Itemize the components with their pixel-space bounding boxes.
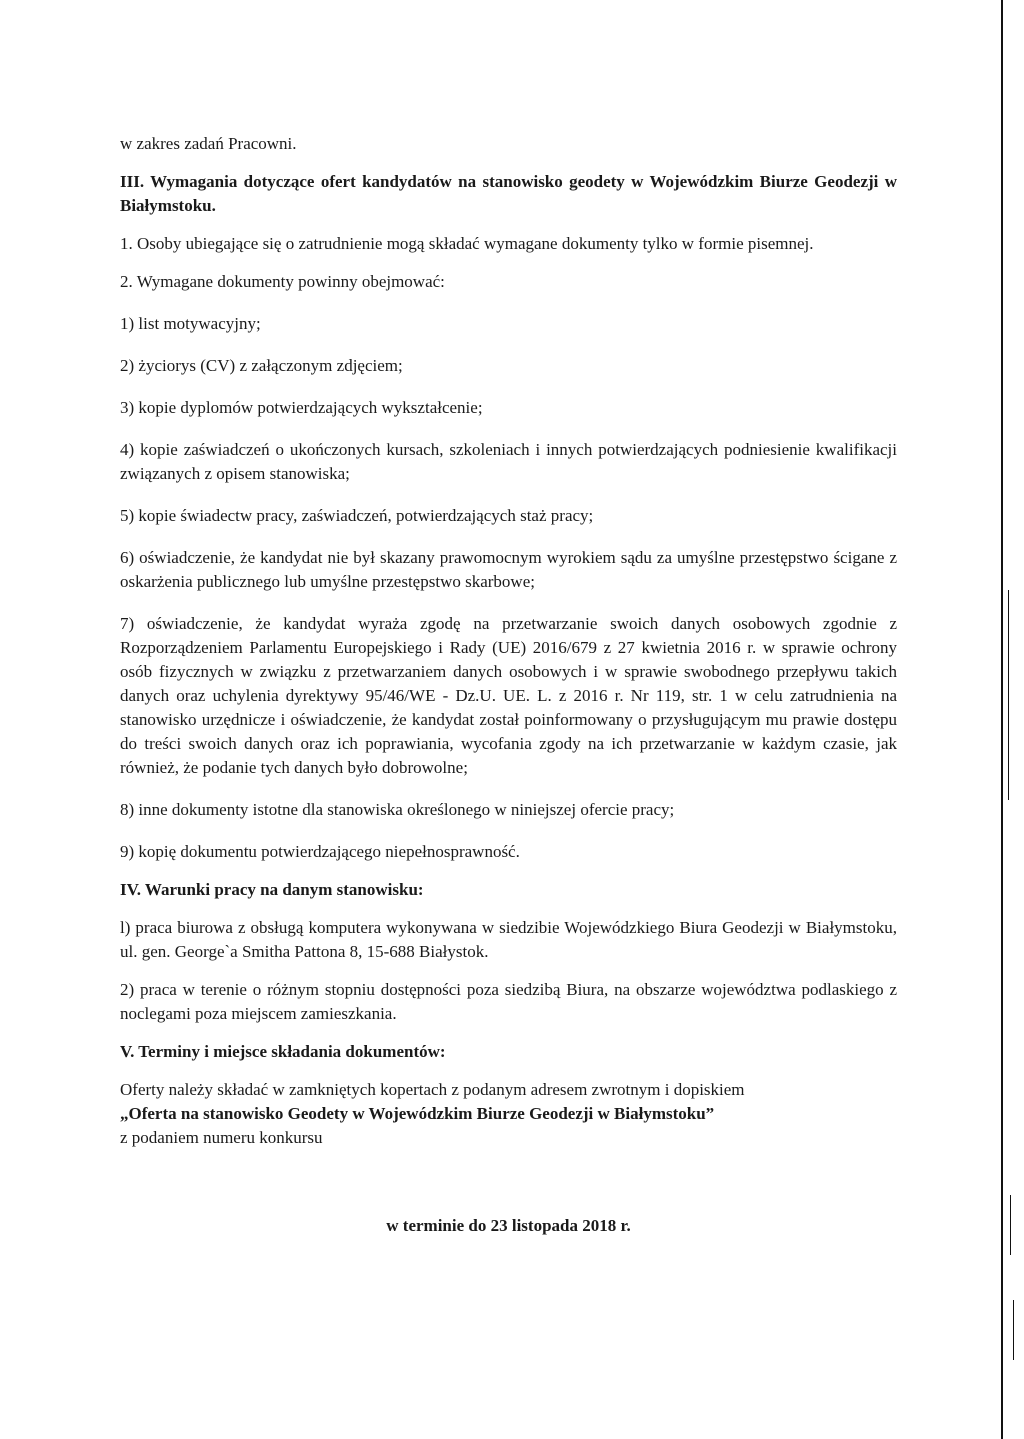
required-doc-item-8: 8) inne dokumenty istotne dla stanowiska określonego w niniejszej ofercie pracy;	[120, 800, 675, 819]
section-3-paragraph-1: 1. Osoby ubiegające się o zatrudnienie mogą składać wymagane dokumenty tylko w formie pisemnej.	[120, 234, 814, 253]
deadline-line: w terminie do 23 listopada 2018 r.	[386, 1216, 631, 1235]
offer-label-quote: „Oferta na stanowisko Geodety w Wojewódzkim Biurze Geodezji w Białymstoku”	[120, 1104, 715, 1123]
required-doc-item-7: 7) oświadczenie, że kandydat wyraża zgodę na przetwarzanie swoich danych osobowych zgodnie z Rozporządzeniem Parlamentu Europejskiego i Rady (UE) 2016/679 z 27 kwietnia 2016 r. w sprawie ochrony osób fizycznych w związku z przetwarzaniem danych osobowych i w sprawie swobodnego przepływu takich danych oraz uchylenia dyrektywy 95/46/WE - Dz.U. UE. L. z 2016 r. Nr 119, str. 1 w celu zatrudnienia na stanowisko urzędnicze i oświadczenie, że kandydat został poinformowany o przysługującym mu prawie dostępu do treści swoich danych oraz ich poprawiania, wycofania zgody na ich przetwarzanie w każdym czasie, jak również, że podanie tych danych było dobrowolne;	[120, 614, 897, 777]
work-condition-item-2: 2) praca w terenie o różnym stopniu dostępności poza siedzibą Biura, na obszarze województwa podlaskiego z noclegami poza miejscem zamieszkania.	[120, 980, 897, 1023]
scan-edge-line-3	[1010, 1195, 1011, 1255]
required-doc-item-2: 2) życiorys (CV) z załączonym zdjęciem;	[120, 356, 403, 375]
scan-edge-line-4	[1013, 1300, 1014, 1360]
required-doc-item-6: 6) oświadczenie, że kandydat nie był skazany prawomocnym wyrokiem sądu za umyślne przestępstwo ścigane z oskarżenia publicznego lub umyślne przestępstwo skarbowe;	[120, 548, 897, 591]
section-5-paragraph-1-end: z podaniem numeru konkursu	[120, 1128, 323, 1147]
section-4-heading: IV. Warunki pracy na danym stanowisku:	[120, 880, 424, 899]
required-doc-item-5: 5) kopie świadectw pracy, zaświadczeń, potwierdzających staż pracy;	[120, 506, 594, 525]
scan-edge-line-1	[1001, 0, 1003, 1439]
required-doc-item-4: 4) kopie zaświadczeń o ukończonych kursach, szkoleniach i innych potwierdzających podniesienie kwalifikacji związanych z opisem stanowiska;	[120, 440, 897, 483]
intro-line: w zakres zadań Pracowni.	[120, 134, 297, 153]
section-3-heading: III. Wymagania dotyczące ofert kandydatów na stanowisko geodety w Wojewódzkim Biurze Geodezji w Białymstoku.	[120, 172, 897, 215]
required-doc-item-3: 3) kopie dyplomów potwierdzających wykształcenie;	[120, 398, 483, 417]
required-doc-item-9: 9) kopię dokumentu potwierdzającego niepełnosprawność.	[120, 842, 520, 861]
section-3-paragraph-2: 2. Wymagane dokumenty powinny obejmować:	[120, 272, 445, 291]
section-5-paragraph-1: Oferty należy składać w zamkniętych kopertach z podanym adresem zwrotnym i dopiskiem	[120, 1080, 745, 1099]
scan-edge-line-2	[1008, 590, 1009, 800]
work-condition-item-1: l) praca biurowa z obsługą komputera wykonywana w siedzibie Wojewódzkiego Biura Geodezji w Białymstoku, ul. gen. George`a Smitha Pattona 8, 15-688 Białystok.	[120, 918, 897, 961]
document-body	[120, 132, 897, 1238]
section-5-heading: V. Terminy i miejsce składania dokumentów:	[120, 1042, 446, 1061]
required-doc-item-1: 1) list motywacyjny;	[120, 314, 261, 333]
